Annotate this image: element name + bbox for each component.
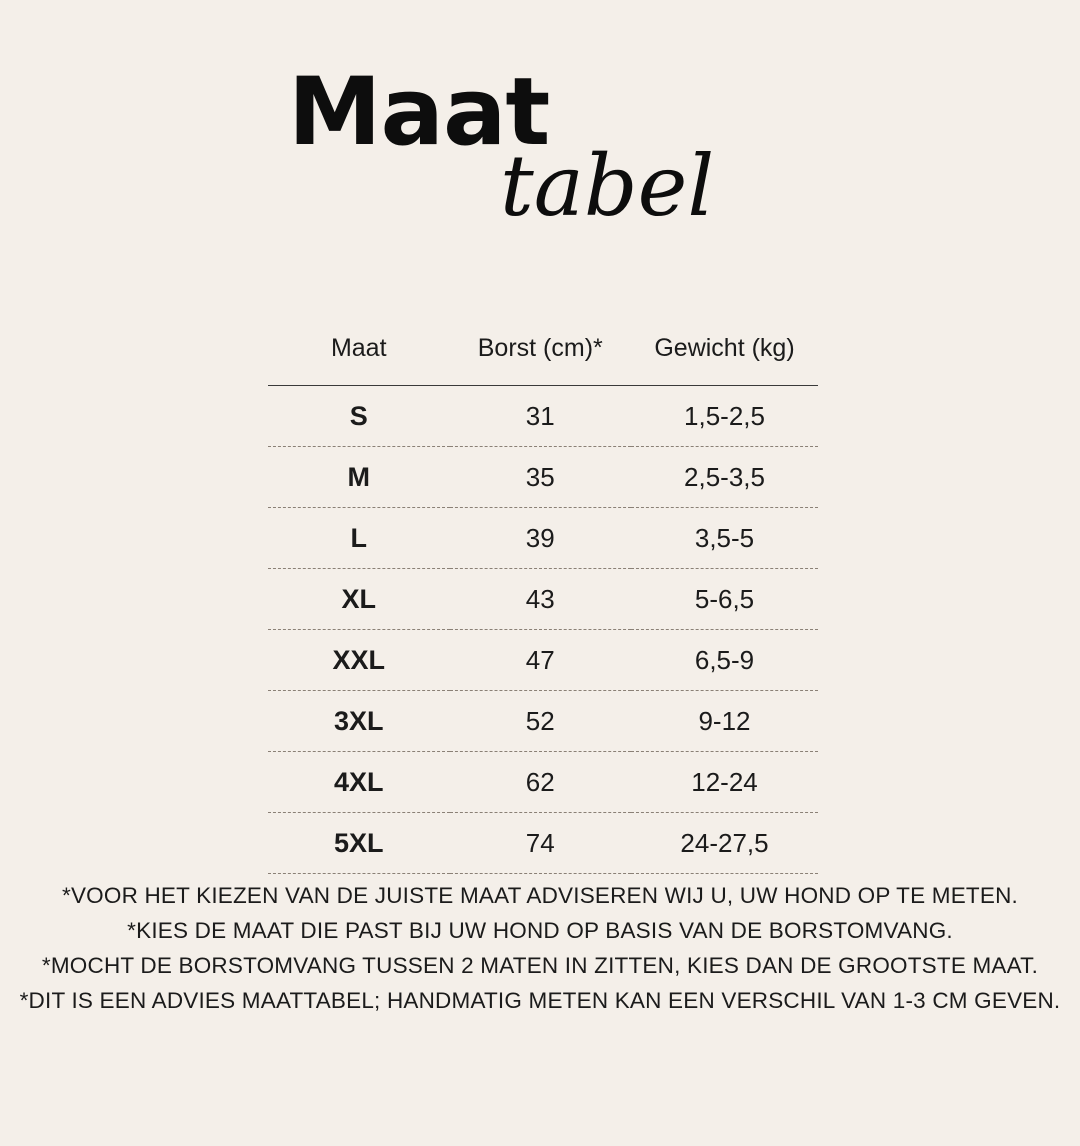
cell-weight: 1,5-2,5 bbox=[631, 386, 818, 447]
cell-weight: 9-12 bbox=[631, 691, 818, 752]
table-row bbox=[268, 447, 818, 508]
column-header-size: Maat bbox=[330, 334, 387, 362]
note-line-2: *KIES DE MAAT DIE PAST BIJ UW HOND OP BASIS VAN DE BORSTOMVANG. bbox=[127, 918, 953, 943]
column-header-weight: Gewicht (kg) bbox=[654, 334, 795, 362]
cell-weight: 2,5-3,5 bbox=[631, 447, 818, 508]
title-script: tabel bbox=[500, 137, 715, 235]
table-row bbox=[268, 569, 818, 630]
table-row bbox=[268, 630, 818, 691]
table-row bbox=[268, 752, 818, 813]
cell-chest: 39 bbox=[450, 508, 632, 569]
cell-size: 5XL bbox=[268, 813, 450, 874]
table-header-row bbox=[268, 334, 818, 386]
note-line-4: *DIT IS EEN ADVIES MAATTABEL; HANDMATIG METEN KAN EEN VERSCHIL VAN 1-3 CM GEVEN. bbox=[19, 988, 1061, 1013]
note-line-1: *VOOR HET KIEZEN VAN DE JUISTE MAAT ADVISEREN WIJ U, UW HOND OP TE METEN. bbox=[62, 883, 1018, 908]
cell-size: 3XL bbox=[268, 691, 450, 752]
cell-size: S bbox=[268, 386, 450, 447]
column-header-chest: Borst (cm)* bbox=[477, 334, 603, 362]
table-body bbox=[268, 386, 818, 874]
cell-weight: 3,5-5 bbox=[631, 508, 818, 569]
cell-size: L bbox=[268, 508, 450, 569]
cell-weight: 5-6,5 bbox=[631, 569, 818, 630]
size-chart-page bbox=[0, 58, 1080, 1146]
cell-size: XXL bbox=[268, 630, 450, 691]
cell-chest: 62 bbox=[450, 752, 632, 813]
cell-chest: 31 bbox=[450, 386, 632, 447]
page-title bbox=[0, 58, 1080, 246]
cell-chest: 47 bbox=[450, 630, 632, 691]
table-row bbox=[268, 813, 818, 874]
table-row bbox=[268, 508, 818, 569]
cell-weight: 12-24 bbox=[631, 752, 818, 813]
size-table bbox=[268, 334, 818, 874]
table-row bbox=[268, 386, 818, 447]
cell-size: XL bbox=[268, 569, 450, 630]
table-header bbox=[268, 334, 818, 386]
note-line-3: *MOCHT DE BORSTOMVANG TUSSEN 2 MATEN IN ZITTEN, KIES DAN DE GROOTSTE MAAT. bbox=[41, 953, 1039, 978]
cell-chest: 52 bbox=[450, 691, 632, 752]
table-row bbox=[268, 691, 818, 752]
cell-weight: 24-27,5 bbox=[631, 813, 818, 874]
cell-size: M bbox=[268, 447, 450, 508]
cell-size: 4XL bbox=[268, 752, 450, 813]
notes-block bbox=[0, 878, 1080, 1018]
cell-chest: 43 bbox=[450, 569, 632, 630]
cell-chest: 35 bbox=[450, 447, 632, 508]
cell-weight: 6,5-9 bbox=[631, 630, 818, 691]
cell-chest: 74 bbox=[450, 813, 632, 874]
size-table-wrapper bbox=[268, 334, 818, 874]
title-main: Maat bbox=[288, 58, 550, 167]
